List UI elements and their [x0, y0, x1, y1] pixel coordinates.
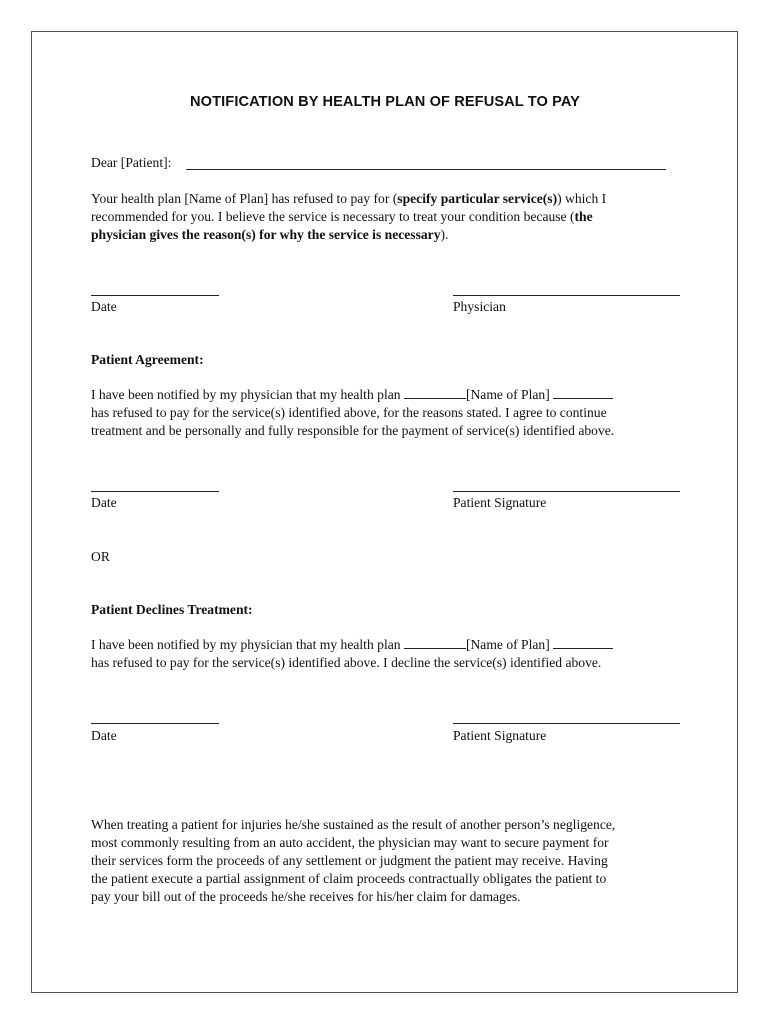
date-line-2[interactable] [91, 491, 219, 492]
date-label-1: Date [91, 299, 117, 314]
declines-paragraph [91, 636, 613, 672]
patient-signature-label-2: Patient Signature [453, 728, 547, 743]
intro-paragraph [91, 190, 606, 244]
patient-signature-line-2[interactable] [453, 723, 680, 724]
agreement-heading: Patient Agreement: [91, 352, 204, 367]
date-label-3: Date [91, 728, 117, 743]
plan-name-blank[interactable] [553, 636, 613, 649]
declines-text: I have been notified by my physician that my health plan [91, 637, 404, 652]
patient-signature-line-1[interactable] [453, 491, 680, 492]
agreement-line-3: treatment and be personally and fully responsible for the payment of service(s) identified above. [91, 423, 615, 438]
agreement-line-1 [91, 386, 614, 404]
footer-line-2: most commonly resulting from an auto accident, the physician may want to secure payment for [91, 835, 609, 850]
patient-signature-label-1: Patient Signature [453, 495, 547, 510]
agreement-text: [Name of Plan] [465, 387, 554, 402]
date-line-3[interactable] [91, 723, 219, 724]
intro-bold: physician gives the reason(s) for why the service is necessary [91, 227, 441, 242]
footer-line-5: pay your bill out of the proceeds he/she receives for his/her claim for damages. [91, 889, 521, 904]
date-line-1[interactable] [91, 295, 219, 296]
date-label-2: Date [91, 495, 117, 510]
patient-name-field[interactable] [186, 169, 666, 170]
declines-heading: Patient Declines Treatment: [91, 602, 253, 617]
plan-name-blank[interactable] [404, 636, 466, 649]
physician-label: Physician [453, 299, 506, 314]
plan-name-blank[interactable] [404, 386, 466, 399]
plan-name-blank[interactable] [553, 386, 613, 399]
document-title: NOTIFICATION BY HEALTH PLAN OF REFUSAL TO PAY [190, 94, 580, 110]
footer-line-1: When treating a patient for injuries he/she sustained as the result of another person’s negligence, [91, 817, 616, 832]
or-separator: OR [91, 549, 110, 564]
intro-text: ). [440, 227, 449, 242]
physician-signature-line[interactable] [453, 295, 680, 296]
agreement-line-2: has refused to pay for the service(s) identified above, for the reasons stated. I agree to continue [91, 405, 607, 420]
agreement-paragraph [91, 386, 614, 440]
intro-text: recommended for you. I believe the service is necessary to treat your condition because ( [91, 209, 575, 224]
salutation: Dear [Patient]: [91, 155, 172, 170]
declines-text: [Name of Plan] [465, 637, 554, 652]
footer-line-3: their services form the proceeds of any settlement or judgment the patient may receive. Having [91, 853, 608, 868]
intro-line-3 [91, 226, 606, 244]
intro-text: ) which I [557, 191, 607, 206]
intro-line-2 [91, 208, 606, 226]
intro-bold: specify particular service(s) [397, 191, 558, 206]
intro-text: Your health plan [Name of Plan] has refused to pay for ( [91, 191, 398, 206]
intro-line-1 [91, 190, 606, 208]
salutation-line [91, 154, 171, 172]
footer-paragraph [91, 816, 615, 906]
declines-line-1 [91, 636, 613, 654]
agreement-text: I have been notified by my physician that my health plan [91, 387, 404, 402]
declines-line-2: has refused to pay for the service(s) identified above. I decline the service(s) identified above. [91, 655, 602, 670]
intro-bold: the [574, 209, 593, 224]
footer-line-4: the patient execute a partial assignment of claim proceeds contractually obligates the patient to [91, 871, 607, 886]
